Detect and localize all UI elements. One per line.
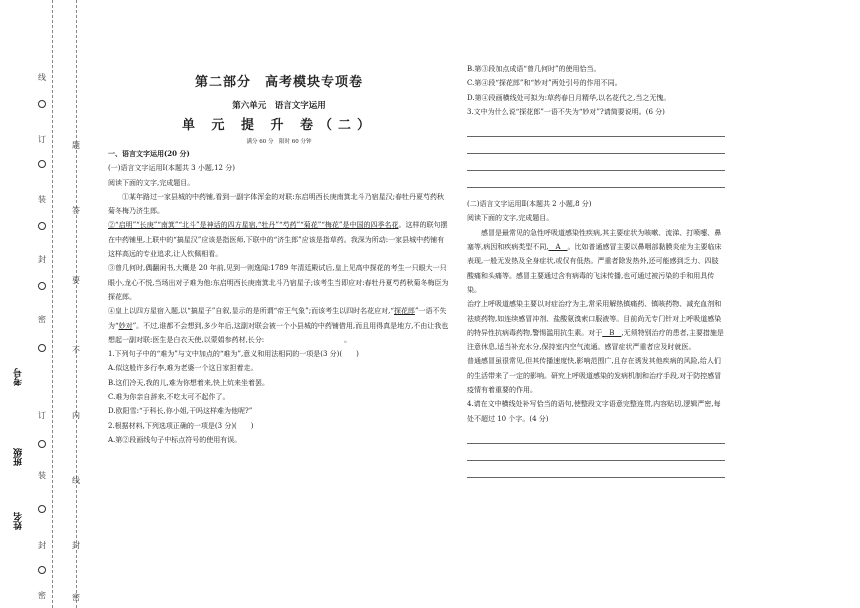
option[interactable]: D.第④段画横线处可拟为:草药春日月精华,以名花代之,当之无愧。 [467,93,671,102]
option[interactable]: B.这们冷天,我的儿,难为你想着来,快上炕来坐着罢。 [108,378,270,387]
label-exam-number: 考号 [14,368,24,386]
right-column [467,62,725,483]
passage-paragraph: ①某年路过一家县城的中药铺,看到一副字体浑金的对联:东启明西长庚南箕北斗乃宿星汉;春牡丹夏芍药秋菊冬梅乃济生郎。 [108,192,444,216]
binding-circle [38,566,46,574]
underlined-sentence: ②“启明”“长庚”“南箕”“北斗”是神话的四方星宿,“牡丹”“芍药”“菊花”“梅花”是中国的四季名花 [108,221,399,230]
passage-paragraph: ④皇上以四方星宿入题,以“搞星子”自叙,显示的是所谓“帝王气象”;而该考生以四时名花应对,“探花郎”一语不失为“妙对”。不过,谁都不会想到,多少年后,这副对联会被一个小县城的中药铺借用,而且用得真是地方,不由让我也想起一副对联:医生是白衣天使,以蒙娟参药材,长分: 。 [108,307,449,344]
binding-char: 装 [38,195,46,204]
binding-char: 密 [38,315,46,324]
option[interactable]: A.似这般许多行李,难为老婆一个这日家担着走。 [108,364,258,373]
binding-margin [0,0,95,608]
subsection-heading: (二)语言文字运用Ⅱ(本题共 2 小题,8 分) [467,200,592,209]
option[interactable]: D.欧阳雪:“于科长,你小姐,干吗这样难为他呢?” [108,407,253,416]
binding-char: 要 [72,276,80,285]
score-info: 满分 60 分 限时 60 分钟 [246,139,312,145]
part-title: 第二部分 高考模块专项卷 [194,75,363,90]
binding-circle [38,282,46,290]
passage-paragraph: ③曾几何时,偶翻闲书,大概是 20 年前,见到一则逸闻:1789 年清廷殿试后,皇上见高中探花的考生一只眼大一只眼小,龙心不悦,当场出对子难为他:东启明西长庚南箕北斗乃宿星子;该考生当即应对:春牡丹夏芍药秋菊冬梅臣为探花郎。 [108,264,449,301]
question-1: 1.下列句子中的“难为”与文中加点的“难为”,意义和用法相同的一项是(3 分)( ) [108,350,359,359]
left-column [108,62,450,447]
binding-circle [38,222,46,230]
quoted-term: 妙对 [118,321,133,330]
passage-paragraph: 治疗上呼吸道感染主要以对症治疗为主,常采用解热镇痛药、镇咳药物、减充血剂和祛痰药物,如连续感冒冲剂、盐酸氨溴索口服液等。目前尚无专门针对上呼吸道感染的特异性抗病毒药物,警惕滥用抗生素。对于 B ,无须特别治疗的患者,主要措施是注意休息,适当补充水分,保持室内空气流通。感冒症状严重者应及时就医。 [467,300,724,352]
passage-paragraph: 普通感冒虽很常见,但其传播速度快,影响范围广,且存在诱发其他疾病的风险,给人们的生活带来了一定的影响。研究上呼吸道感染的发病机制和治疗手段,对于防控感冒疫情有着重要的作用。 [467,357,722,395]
binding-circle [38,440,46,448]
binding-line-outer [76,0,77,608]
unit-title: 第六单元 语言文字运用 [232,101,326,111]
binding-char: 内 [72,411,80,420]
instruction: 阅读下面的文字,完成题目。 [108,178,195,187]
answer-line[interactable] [467,159,725,171]
answer-line[interactable] [467,466,725,478]
exam-title: 单 元 提 升 卷（二） [181,118,377,133]
answer-line[interactable] [467,125,725,137]
passage-paragraph: ②“启明”“长庚”“南箕”“北斗”是神话的四方星宿,“牡丹”“芍药”“菊花”“梅花”是中国的四季名花。这样的联句摆在中药铺里,上联中的“搞星汉”应该是指医师,下联中的“济生郎”应该是指草药。我深为所动:一家县城中药铺有这样高远的专业追求,让人钦佩相看。 [108,221,448,259]
binding-char: 密 [38,591,46,600]
binding-char: 答 [72,206,80,215]
label-name: 姓名 [14,512,24,530]
binding-char: 线 [38,73,46,82]
binding-line-inner [52,0,53,608]
instruction: 阅读下面的文字,完成题目。 [467,214,554,223]
binding-char: 线 [72,476,80,485]
binding-circle [38,100,46,108]
binding-circle [38,160,46,168]
option[interactable]: A.第②段画线句子中标点符号的使用有误。 [108,435,242,444]
binding-char: 封 [72,541,80,550]
question-3: 3.文中为什么说“探花郎”一语不失为“妙对”?请简要说明。(6 分) [467,107,665,116]
option[interactable]: C.第④段“探花郎”和“妙对”两处引号的作用不同。 [467,79,622,88]
answer-line[interactable] [467,142,725,154]
binding-char: 封 [38,541,46,550]
answer-line[interactable] [467,449,725,461]
quoted-term: 探花郎 [393,307,415,316]
binding-char: 订 [38,135,46,144]
blank-a[interactable]: A [548,243,568,252]
question-2: 2.根据材料,下列选项正确的一项是(3 分)( ) [108,421,254,430]
option[interactable]: B.第③段加点成语“曾几何时”的使用恰当。 [467,65,601,73]
binding-char: 题 [72,141,80,150]
binding-circle [38,344,46,352]
question-4: 4.请在文中横线处补写恰当的语句,使整段文字语意完整连贯,内容贴切,逻辑严密,每处不超过 10 个字。(4 分) [467,400,721,423]
blank-b[interactable]: B [602,328,622,337]
passage-paragraph: 感冒是最常见的急性呼吸道感染性疾病,其主要症状为咳嗽、流涕、打喷嚏、鼻塞等,病因和疾病类型不同, A 。比如普通感冒主要以鼻咽部黏膜炎症为主要临床表现,一般无发热及全身症状,或仅有低热。严重者除发热外,还可能感到乏力、四肢酸痛和头痛等。感冒主要通过含有病毒的飞沫传播,也可通过被污染的手和用具传染。 [467,228,722,294]
answer-line[interactable] [467,432,725,444]
binding-char: 密 [72,593,80,602]
binding-char: 装 [38,471,46,480]
section-heading: 一、语言文字运用(20 分) [108,149,190,158]
binding-char: 订 [38,411,46,420]
binding-char: 不 [72,346,80,355]
binding-char: 封 [38,255,46,264]
option[interactable]: C.难为你亲自辞来,不吃太可不起作了。 [108,393,230,402]
subsection-heading: (一)语言文字运用Ⅰ(本题共 3 小题,12 分) [108,164,235,173]
label-class: 班级 [14,448,24,466]
answer-line[interactable] [467,176,725,188]
binding-circle [38,505,46,513]
